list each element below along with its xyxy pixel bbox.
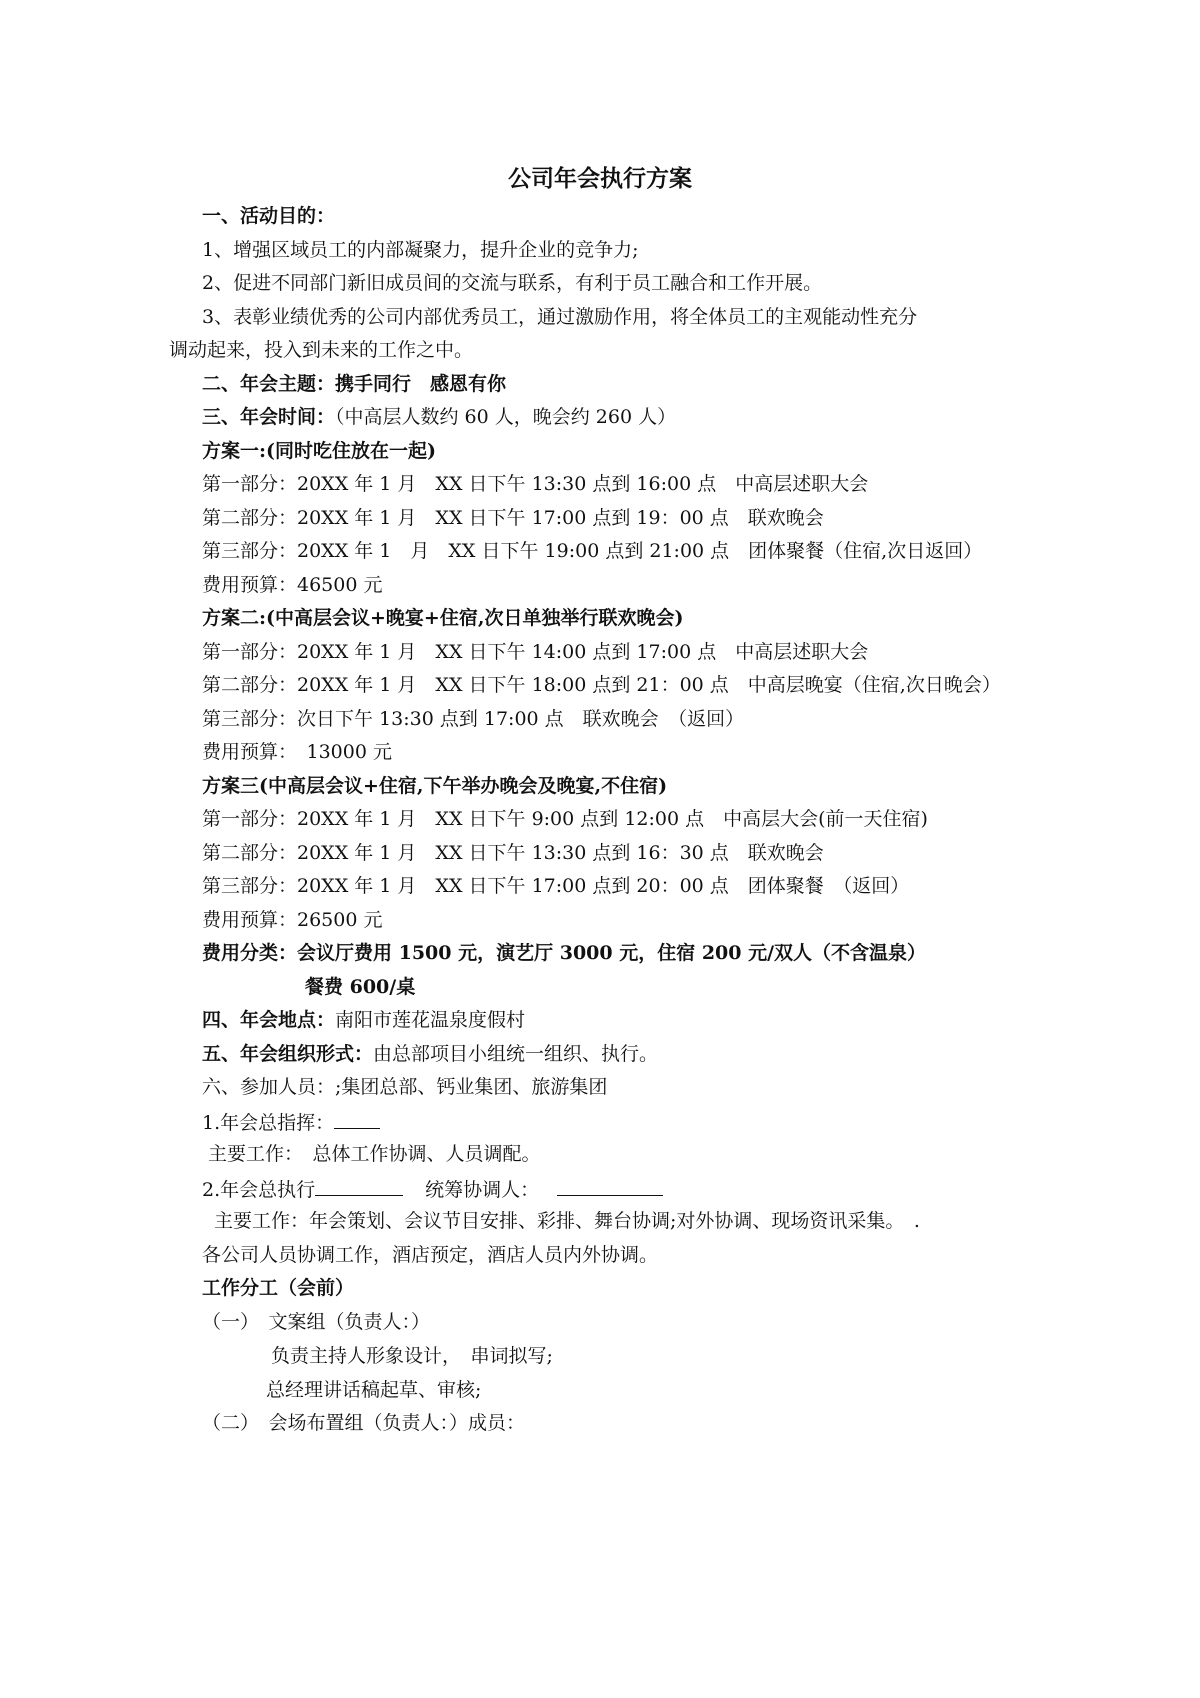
plan-2-part-3: 第三部分：次日下午 13:30 点到 17:00 点 联欢晚会 （返回） xyxy=(202,708,745,730)
plan-1-part-2: 第二部分：20XX 年 1 月 XX 日下午 17:00 点到 19：00 点 联欢晚会 xyxy=(202,507,824,529)
group-1-task-2: 总经理讲话稿起草、审核; xyxy=(266,1379,482,1401)
work-division-heading: 工作分工（会前） xyxy=(202,1277,355,1299)
plan-1-part-3: 第三部分：20XX 年 1 月 XX 日下午 19:00 点到 21:00 点 团体聚餐（住宿,次日返回） xyxy=(202,540,983,562)
purpose-item-3-line-1: 3、表彰业绩优秀的公司内部优秀员工，通过激励作用，将全体员工的主观能动性充分 xyxy=(202,306,918,328)
group-1-task-1: 负责主持人形象设计， 串词拟写; xyxy=(271,1345,553,1367)
plan-2-part-1: 第一部分：20XX 年 1 月 XX 日下午 14:00 点到 17:00 点 中高层述职大会 xyxy=(202,641,869,663)
group-1-title: （一） 文案组（负责人：） xyxy=(202,1311,431,1333)
coordinator-label: 统筹协调人： xyxy=(425,1179,540,1201)
section-6-line: 六、参加人员：;集团总部、钙业集团、旅游集团 xyxy=(202,1076,608,1098)
plan-1-part-1: 第一部分：20XX 年 1 月 XX 日下午 13:30 点到 16:00 点 中高层述职大会 xyxy=(202,473,869,495)
section-3-line xyxy=(202,404,676,430)
section-5-line xyxy=(202,1041,658,1067)
section-2-heading: 二、年会主题：携手同行 感恩有你 xyxy=(202,373,507,395)
chief-executive-blank xyxy=(315,1175,403,1196)
section-5-label: 五、年会组织形式： xyxy=(202,1043,374,1065)
section-4-value: 南阳市莲花温泉度假村 xyxy=(335,1009,526,1031)
cost-classification-line-1: 费用分类：会议厅费用 1500 元，演艺厅 3000 元，住宿 200 元/双人（不含温泉） xyxy=(202,942,927,964)
group-2-title: （二） 会场布置组（负责人：）成员： xyxy=(202,1412,526,1434)
plan-3-budget: 费用预算：26500 元 xyxy=(202,909,383,931)
chief-commander-blank xyxy=(334,1108,380,1129)
chief-commander-label: 1.年会总指挥： xyxy=(202,1112,335,1134)
plan-3-part-3: 第三部分：20XX 年 1 月 XX 日下午 17:00 点到 20：00 点 团体聚餐 （返回） xyxy=(202,875,910,897)
purpose-item-1: 1、增强区域员工的内部凝聚力，提升企业的竞争力; xyxy=(202,239,639,261)
purpose-item-3-line-2: 调动起来，投入到未来的工作之中。 xyxy=(169,339,474,361)
plan-3-part-2: 第二部分：20XX 年 1 月 XX 日下午 13:30 点到 16：30 点 联欢晚会 xyxy=(202,842,824,864)
plan-2-part-2: 第二部分：20XX 年 1 月 XX 日下午 18:00 点到 21：00 点 中高层晚宴（住宿,次日晚会） xyxy=(202,674,1001,696)
section-3-note: （中高层人数约 60 人，晚会约 260 人） xyxy=(335,406,677,428)
plan-2-heading: 方案二:(中高层会议+晚宴+住宿,次日单独举行联欢晚会) xyxy=(202,607,684,629)
purpose-item-2: 2、促进不同部门新旧成员间的交流与联系，有利于员工融合和工作开展。 xyxy=(202,272,823,294)
section-3-label: 三、年会时间： xyxy=(202,406,336,428)
chief-executive-line xyxy=(202,1175,663,1203)
chief-commander-work: 主要工作： 总体工作协调、人员调配。 xyxy=(208,1143,541,1165)
document-title: 公司年会执行方案 xyxy=(508,165,692,192)
plan-1-budget: 费用预算：46500 元 xyxy=(202,574,383,596)
section-5-value: 由总部项目小组统一组织、执行。 xyxy=(373,1043,659,1065)
chief-executive-work: 主要工作：年会策划、会议节目安排、彩排、舞台协调;对外协调、现场资讯采集。 . xyxy=(214,1210,920,1232)
cost-classification-line-2: 餐费 600/桌 xyxy=(305,976,416,998)
plan-3-part-1: 第一部分：20XX 年 1 月 XX 日下午 9:00 点到 12:00 点 中高层大会(前一天住宿) xyxy=(202,808,928,830)
section-1-heading: 一、活动目的： xyxy=(202,205,336,227)
chief-executive-work-line-2: 各公司人员协调工作，酒店预定，酒店人员内外协调。 xyxy=(202,1244,659,1266)
plan-2-budget: 费用预算： 13000 元 xyxy=(202,741,392,763)
plan-3-heading: 方案三(中高层会议+住宿,下午举办晚会及晚宴,不住宿) xyxy=(202,775,668,797)
chief-executive-label: 2.年会总执行 xyxy=(202,1179,316,1201)
section-4-line xyxy=(202,1007,525,1033)
chief-commander-line xyxy=(202,1108,380,1136)
plan-1-heading: 方案一:(同时吃住放在一起) xyxy=(202,440,436,462)
section-4-label: 四、年会地点： xyxy=(202,1009,336,1031)
coordinator-blank xyxy=(557,1175,663,1196)
